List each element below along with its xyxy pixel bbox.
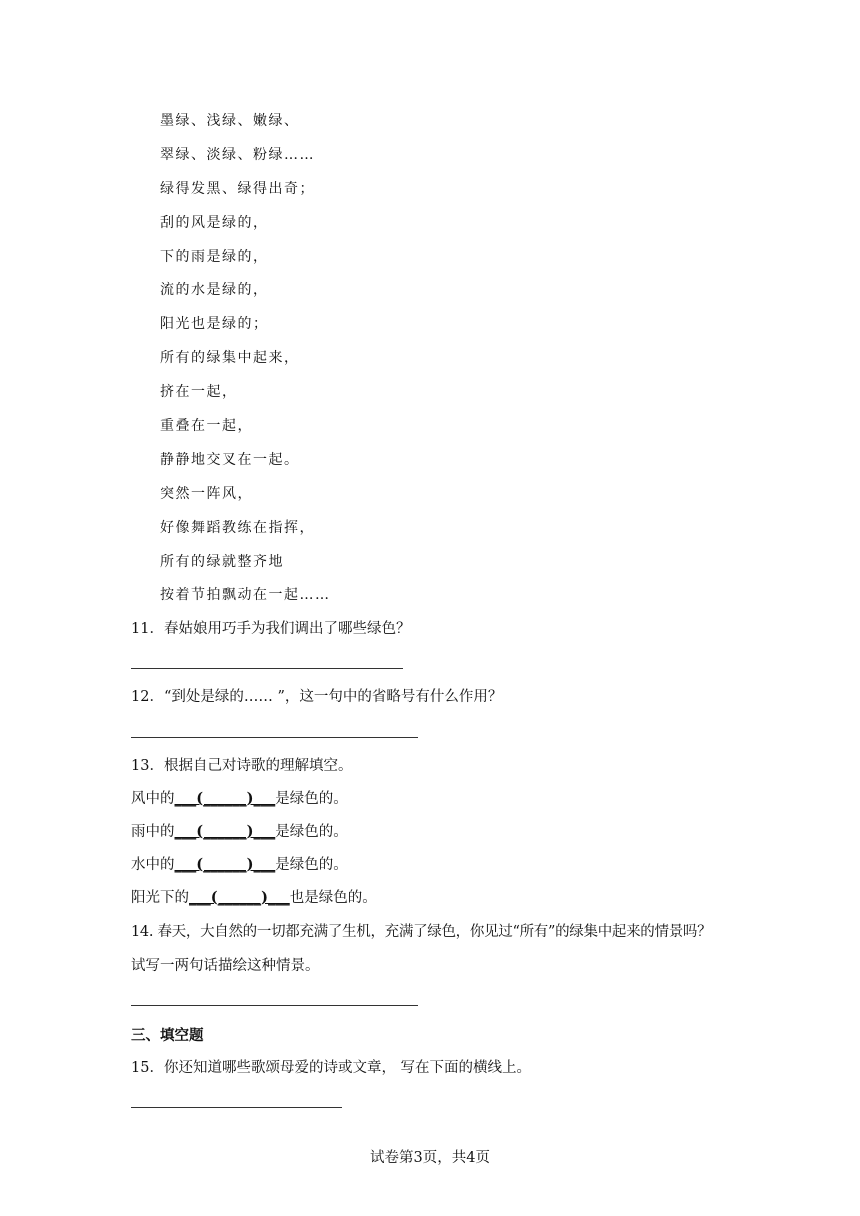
fill-item-rain bbox=[131, 821, 348, 843]
poem-line: 阳光也是绿的； bbox=[160, 316, 269, 333]
fill-suffix: 是绿色的。 bbox=[275, 824, 348, 840]
poem-line: 翠绿、淡绿、粉绿…… bbox=[160, 146, 315, 163]
fill-prefix: 阳光下的 bbox=[131, 890, 189, 906]
poem-line: 绿得发黑、绿得出奇； bbox=[160, 180, 315, 197]
fill-suffix: 是绿色的。 bbox=[275, 791, 348, 807]
fill-blank[interactable]: ___(______)___ bbox=[174, 856, 276, 873]
fill-blank[interactable]: ___(______)___ bbox=[174, 823, 276, 840]
poem-block bbox=[160, 110, 331, 618]
question-13: 13．根据自己对诗歌的理解填空。 bbox=[131, 758, 353, 774]
answer-line-15[interactable] bbox=[131, 1107, 342, 1108]
poem-line: 墨绿、浅绿、嫩绿、 bbox=[160, 113, 300, 129]
poem-line: 所有的绿集中起来， bbox=[160, 350, 300, 367]
question-11: 11．春姑娘用巧手为我们调出了哪些绿色？ bbox=[131, 621, 411, 637]
fill-item-wind bbox=[131, 788, 348, 810]
poem-line: 下的雨是绿的， bbox=[160, 248, 269, 265]
poem-line: 流的水是绿的， bbox=[160, 282, 269, 299]
question-14: 14. 春天，大自然的一切都充满了生机，充满了绿色，你见过“所有”的绿集中起来的情景吗？ bbox=[131, 924, 712, 940]
question-15: 15．你还知道哪些歌颂母爱的诗或文章， 写在下面的横线上。 bbox=[131, 1060, 532, 1076]
poem-line: 挤在一起， bbox=[160, 384, 238, 401]
page-footer: 试卷第3页，共4页 bbox=[370, 1150, 490, 1166]
poem-line: 按着节拍飘动在一起…… bbox=[160, 587, 331, 604]
question-14-continued: 试写一两句话描绘这种情景。 bbox=[131, 958, 320, 974]
answer-line-12[interactable] bbox=[131, 737, 418, 738]
fill-suffix: 是绿色的。 bbox=[275, 857, 348, 873]
fill-prefix: 水中的 bbox=[131, 857, 175, 873]
fill-prefix: 风中的 bbox=[131, 791, 175, 807]
fill-suffix: 也是绿色的。 bbox=[289, 890, 377, 906]
answer-line-14[interactable] bbox=[131, 1005, 418, 1006]
poem-line: 所有的绿就整齐地 bbox=[160, 553, 284, 570]
question-12: 12．“到处是绿的…… ”，这一句中的省略号有什么作用？ bbox=[131, 689, 503, 705]
poem-line: 重叠在一起， bbox=[160, 418, 253, 435]
poem-line: 好像舞蹈教练在指挥， bbox=[160, 519, 315, 536]
poem-line: 突然一阵风， bbox=[160, 485, 253, 502]
section-heading-fill-in: 三、填空题 bbox=[131, 1028, 204, 1044]
fill-item-sunlight bbox=[131, 887, 377, 909]
fill-blank[interactable]: ___(______)___ bbox=[174, 790, 276, 807]
poem-line: 刮的风是绿的， bbox=[160, 214, 269, 231]
answer-line-11[interactable] bbox=[131, 668, 403, 669]
fill-prefix: 雨中的 bbox=[131, 824, 175, 840]
poem-line: 静静地交叉在一起。 bbox=[160, 451, 300, 468]
fill-blank[interactable]: ___(______)___ bbox=[189, 889, 290, 906]
fill-item-water bbox=[131, 854, 348, 876]
